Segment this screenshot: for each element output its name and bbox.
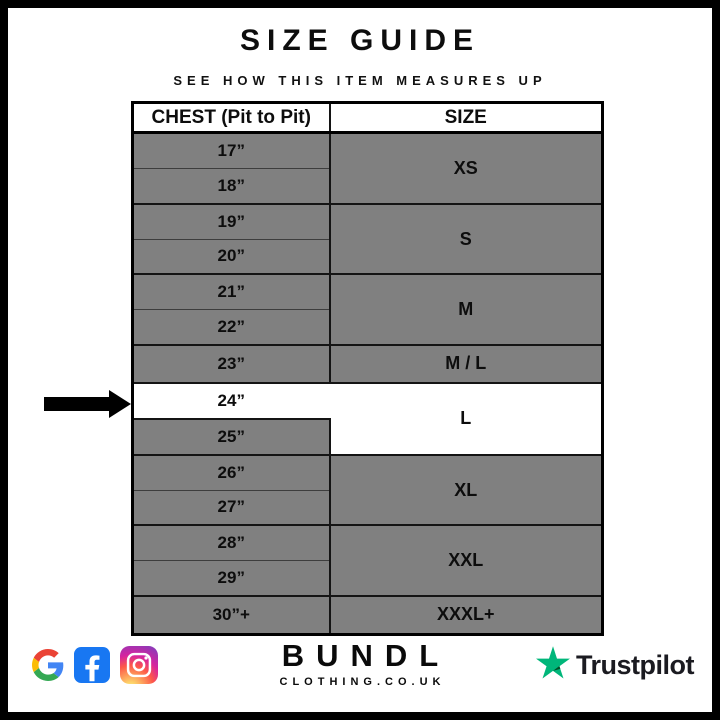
trustpilot-label: Trustpilot — [576, 649, 694, 680]
table-row — [133, 204, 603, 239]
table-row — [133, 596, 603, 635]
chest-cell: 29” — [133, 561, 330, 596]
page-title: SIZE GUIDE — [239, 24, 481, 57]
size-cell-selected: L — [330, 383, 603, 455]
size-guide-table — [131, 101, 604, 636]
size-cell: XS — [330, 133, 603, 204]
footer — [8, 632, 712, 712]
size-cell: M / L — [330, 345, 603, 383]
table-row — [133, 345, 603, 383]
chest-cell: 30”+ — [133, 596, 330, 635]
brand-name: BUNDL — [281, 638, 451, 673]
chest-cell-selected: 24” — [133, 383, 330, 419]
size-cell: XXXL+ — [330, 596, 603, 635]
column-header-chest: CHEST (Pit to Pit) — [133, 103, 330, 133]
chest-cell: 17” — [133, 133, 330, 169]
chest-cell: 21” — [133, 274, 330, 309]
page-subtitle: SEE HOW THIS ITEM MEASURES UP — [173, 73, 547, 88]
column-header-size: SIZE — [330, 103, 603, 133]
chest-cell: 20” — [133, 239, 330, 274]
size-cell: XXL — [330, 525, 603, 596]
size-guide-table-wrap — [131, 101, 604, 636]
brand-domain: CLOTHING.CO.UK — [279, 676, 446, 688]
chest-cell: 18” — [133, 169, 330, 204]
table-row-selected — [133, 383, 603, 419]
chest-cell: 27” — [133, 490, 330, 525]
size-cell: M — [330, 274, 603, 345]
trustpilot-logo[interactable] — [536, 646, 694, 684]
header-row — [133, 103, 603, 133]
table-row — [133, 525, 603, 560]
table-row — [133, 274, 603, 309]
table-row — [133, 455, 603, 490]
table-row — [133, 133, 603, 169]
selection-arrow-icon — [44, 397, 109, 411]
size-cell: S — [330, 204, 603, 275]
trustpilot-star-icon — [536, 646, 570, 684]
size-cell: XL — [330, 455, 603, 526]
chest-cell: 22” — [133, 310, 330, 345]
chest-cell: 23” — [133, 345, 330, 383]
chest-cell: 25” — [133, 419, 330, 455]
chest-cell: 26” — [133, 455, 330, 490]
chest-cell: 28” — [133, 525, 330, 560]
chest-cell: 19” — [133, 204, 330, 239]
